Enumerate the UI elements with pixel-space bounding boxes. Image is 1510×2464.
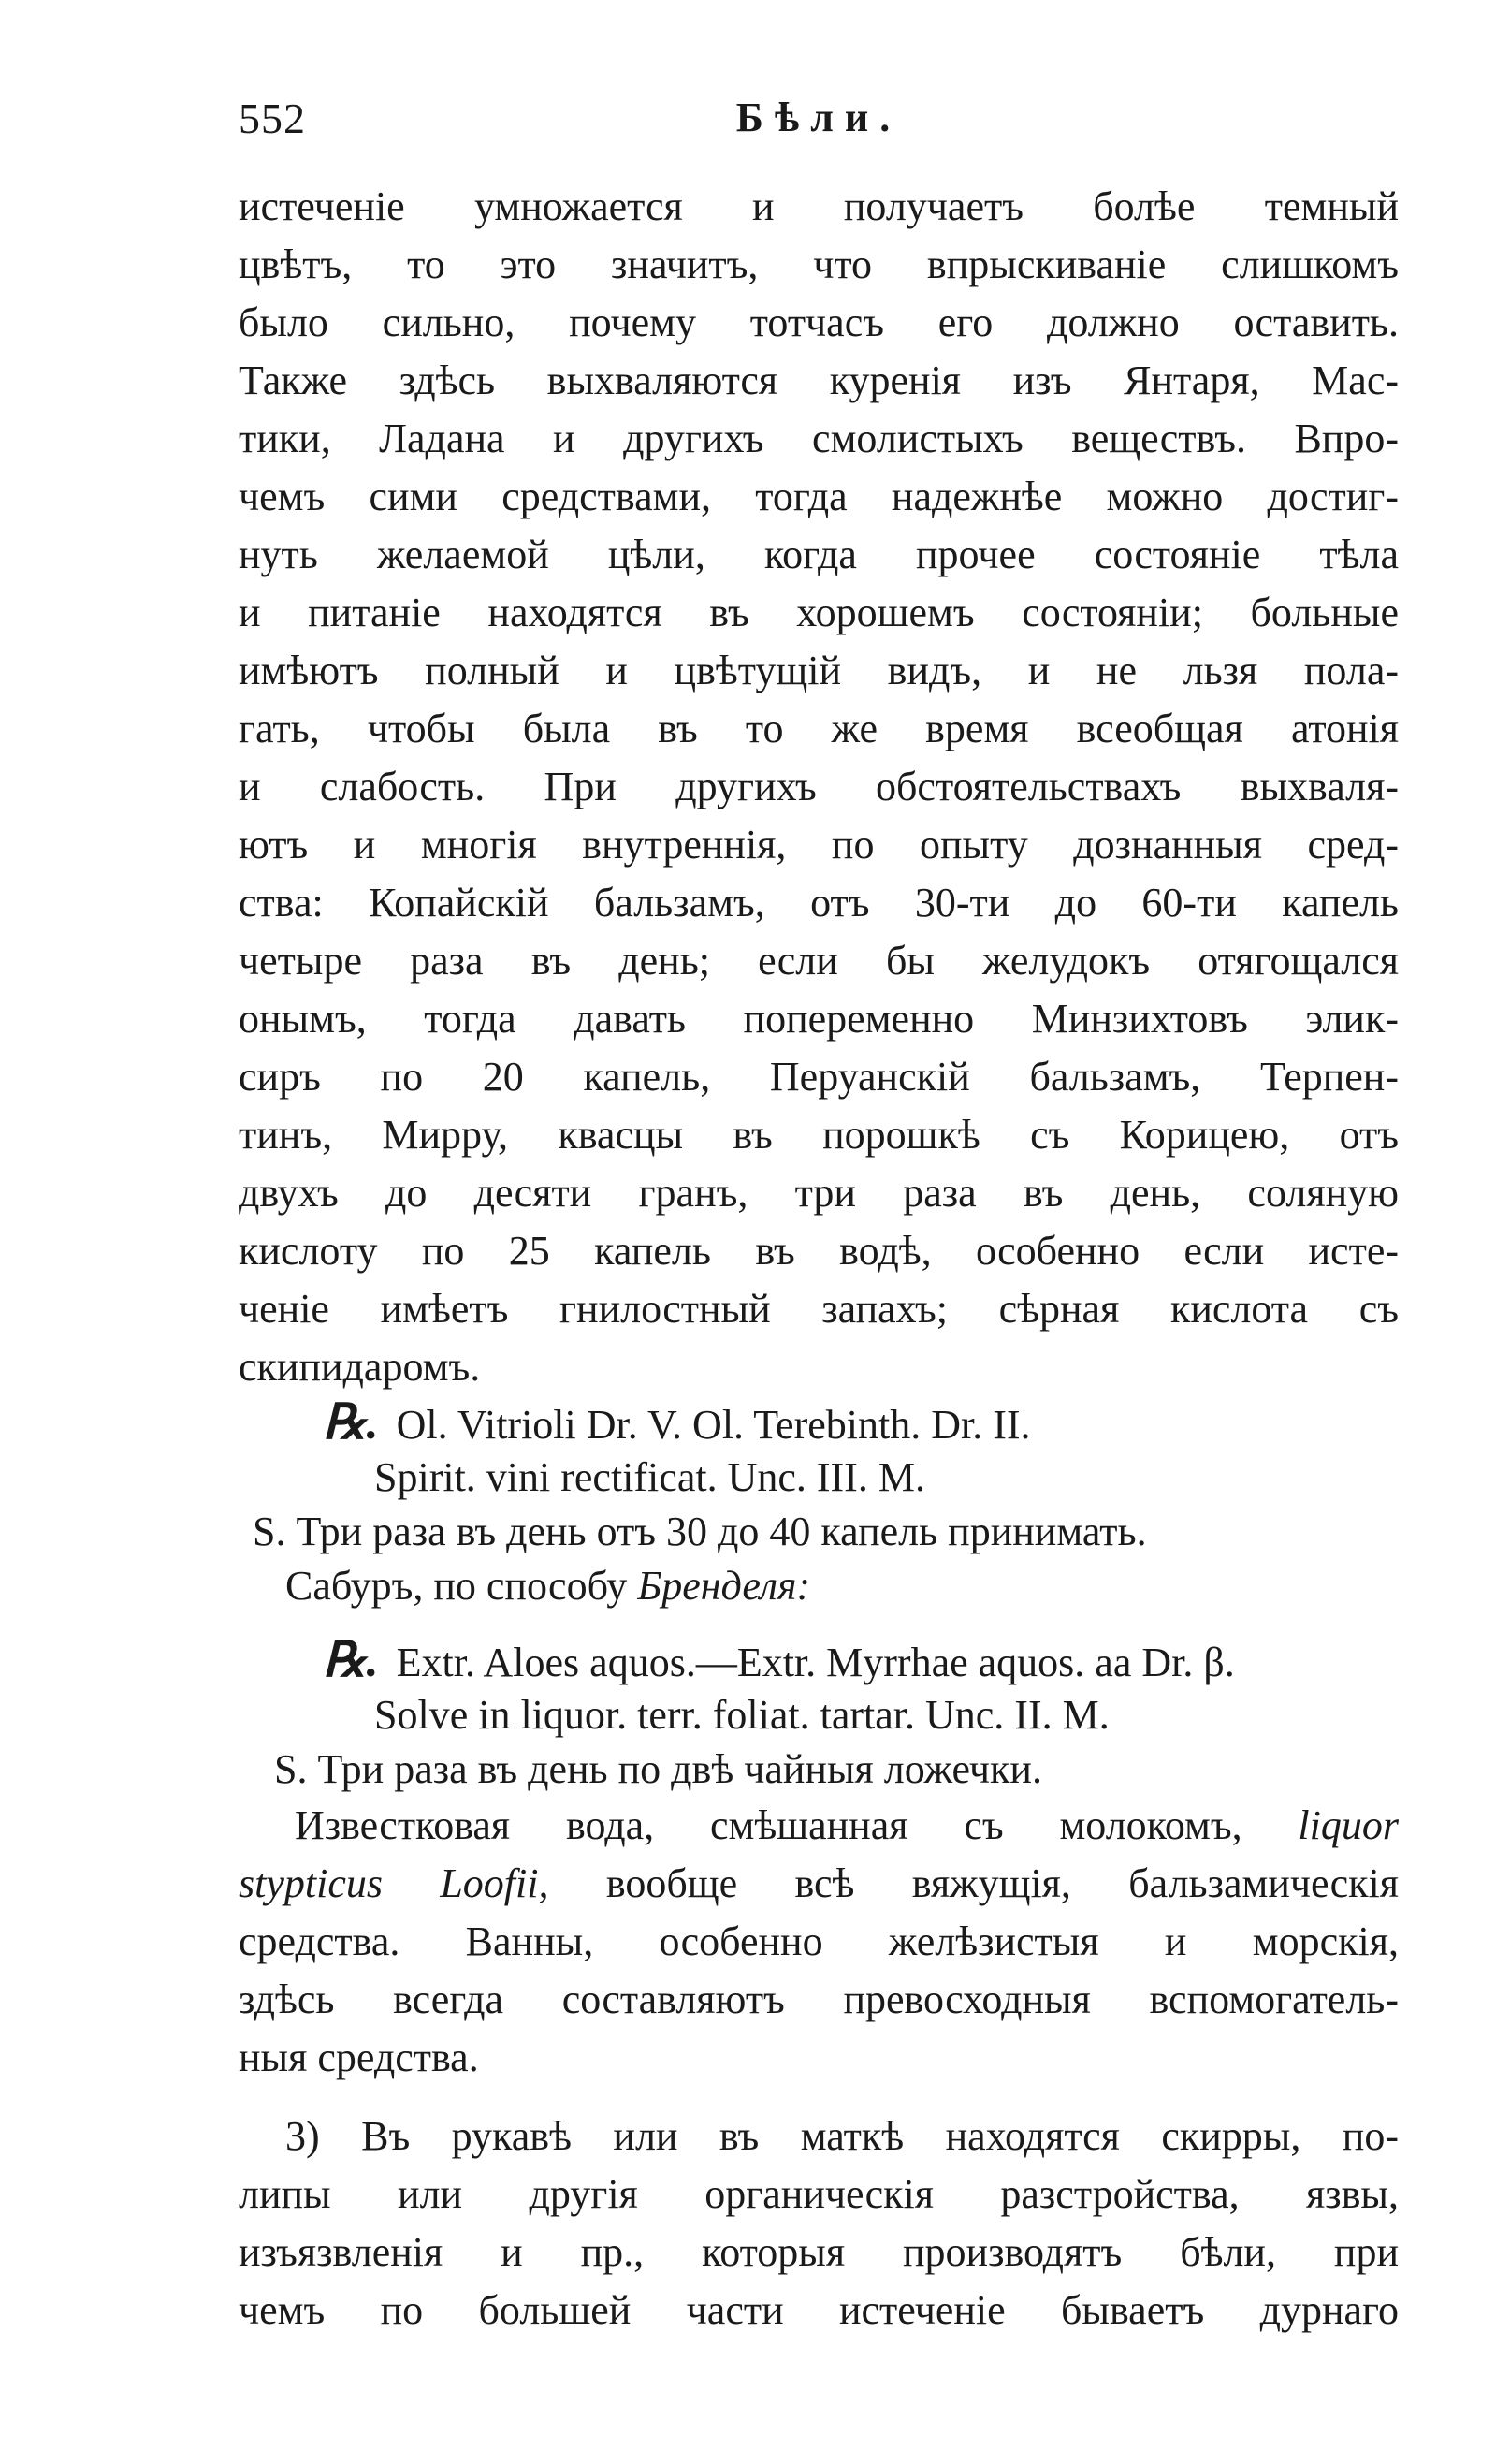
text-line: сиръ по 20 капель, Перуанскій бальзамъ, Терпен- — [239, 1054, 1399, 1100]
rx-symbol: ℞. — [323, 1634, 379, 1687]
recipe-ingredients: Extr. Aloes aquos.—Extr. Myrrhae aquos. aa Dr. β. — [396, 1640, 1235, 1685]
text-line: здѣсь всегда составляютъ превосходныя вспомогатель- — [239, 1976, 1399, 2022]
text-line: имѣютъ полный и цвѣтущій видъ, и не льзя пола- — [239, 648, 1399, 693]
text-line: было сильно, почему тотчасъ его должно оставить. — [239, 299, 1399, 345]
text-line — [239, 1855, 1399, 1913]
page-header — [239, 94, 1399, 159]
text-line: чемъ сими средствами, тогда надежнѣе можно достиг- — [239, 474, 1399, 519]
recipe-line: Solve in liquor. terr. foliat. tartar. Unc. II. M. — [374, 1692, 1110, 1738]
text-line: скипидаромъ. — [239, 1344, 481, 1390]
recipe-line — [239, 1396, 1399, 1451]
text-span: Известковая вода, смѣшанная съ молокомъ, — [295, 1802, 1242, 1848]
text-line: и питаніе находятся въ хорошемъ состояніи; больные — [239, 590, 1399, 635]
text-span: вообще всѣ вяжущія, бальзамическія — [605, 1860, 1399, 1906]
text-line: тинъ, Мирру, квасцы въ порошкѣ съ Корицею, отъ — [239, 1112, 1399, 1158]
text-line: ютъ и многія внутреннія, по опыту дознанныя сред- — [239, 822, 1399, 868]
rx-symbol: ℞. — [323, 1396, 379, 1450]
text-line: и слабость. При другихъ обстоятельствахъ выхваля- — [239, 764, 1399, 809]
recipe-instruction: S. Три раза въ день отъ 30 до 40 капель принимать. — [253, 1509, 1147, 1554]
text-line: истеченіе умножается и получаетъ болѣе темный — [239, 183, 1399, 229]
recipe-instruction: S. Три раза въ день по двѣ чайныя ложечки. — [274, 1746, 1042, 1792]
text-line: ства: Копайскій бальзамъ, отъ 30-ти до 60-ти капель — [239, 880, 1399, 926]
text-line: изъязвленія и пр., которыя производятъ бѣли, при — [239, 2229, 1399, 2275]
latin-term: stypticus Loofii, — [239, 1860, 549, 1906]
recipe-block-1 — [239, 1396, 1399, 1613]
paragraph-continued — [239, 178, 1399, 1396]
recipe-block-2 — [239, 1634, 1399, 1797]
text-line — [239, 1797, 1399, 1855]
text-line: гать, чтобы была въ то же время всеобщая атонія — [239, 706, 1399, 751]
text-line: цвѣтъ, то это значитъ, что впрыскиваніе слишкомъ — [239, 241, 1399, 287]
paragraph-3 — [239, 2107, 1399, 2340]
author-name: Бренделя: — [637, 1563, 811, 1609]
latin-term: liquor — [1298, 1802, 1399, 1848]
text-line: кислоту по 25 капель въ водѣ, особенно если исте- — [239, 1228, 1399, 1274]
text-line: тики, Ладана и другихъ смолистыхъ веществъ. Впро- — [239, 416, 1399, 461]
recipe-ingredients: Ol. Vitrioli Dr. V. Ol. Terebinth. Dr. II. — [396, 1402, 1031, 1448]
text-line: чемъ по большей части истеченіе бываетъ дурнаго — [239, 2287, 1399, 2333]
paragraph-2 — [239, 1797, 1399, 2087]
recipe-line — [239, 1634, 1399, 1688]
text-line: нуть желаемой цѣли, когда прочее состояніе тѣла — [239, 532, 1399, 577]
page-number: 552 — [239, 95, 306, 142]
text-line: двухъ до десяти гранъ, три раза въ день, соляную — [239, 1170, 1399, 1216]
text-line: четыре раза въ день; если бы желудокъ отягощался — [239, 938, 1399, 984]
text-line: Также здѣсь выхваляются куренія изъ Янтаря, Мас- — [239, 357, 1399, 403]
text-line: ныя средства. — [239, 2034, 479, 2080]
text-line: онымъ, тогда давать попеременно Минзихтовъ элик- — [239, 996, 1399, 1042]
recipe-line: Spirit. vini rectificat. Unc. III. M. — [374, 1454, 925, 1500]
recipe-intro — [239, 1559, 1399, 1613]
body-text — [239, 178, 1399, 2340]
running-head: Бѣли. — [735, 95, 902, 140]
text-line: липы или другія органическія разстройства, язвы, — [239, 2171, 1399, 2217]
text-line: ченіе имѣетъ гнилостный запахъ; сѣрная кислота съ — [239, 1286, 1399, 1332]
text-line: средства. Ванны, особенно желѣзистыя и морскія, — [239, 1918, 1399, 1964]
recipe-intro-text: Сабуръ, по способу — [285, 1563, 628, 1609]
text-line: 3) Въ рукавѣ или въ маткѣ находятся скирры, по- — [285, 2113, 1399, 2159]
